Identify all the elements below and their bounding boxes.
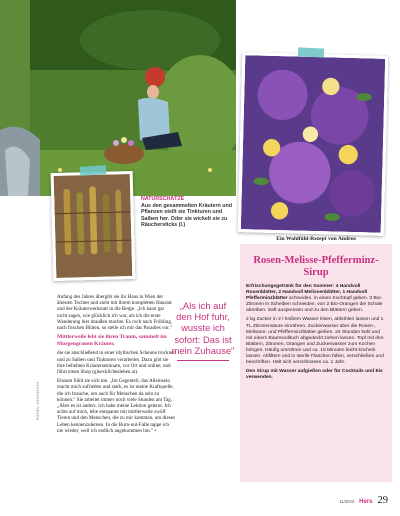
recipe-ingredients-label: Erfrischungsgetränk für den Sommer: xyxy=(246,284,336,289)
pull-quote-rule xyxy=(177,360,229,361)
page-number: 29 xyxy=(377,495,388,506)
photo-credit: FOTOS: XXXXXXXXX xyxy=(36,381,40,420)
caption-title: NATURSCHÄTZE xyxy=(141,196,185,202)
recipe-serving xyxy=(246,369,386,381)
issue-number: 11/2023 xyxy=(339,499,355,504)
photo-caption xyxy=(141,196,235,229)
page-footer xyxy=(339,495,388,506)
smudge-sticks-photo xyxy=(51,171,136,281)
magazine-logo: Hers xyxy=(359,499,373,505)
recipe-ingredients xyxy=(246,284,386,314)
article-paragraph: die sie anschließend in einer idyllischen Scheune trocknet und zu Salben und Tinkturen verarbeitet. Dazu gibt sie ihre beliebten Kräuterseminare, vor Ort und online, und führt einen Shop (gluecklichesleben.at). xyxy=(57,350,175,376)
recipe-serving-text: Den Sirup mit Wasser aufgießen oder für Cocktails und Eis verwenden. xyxy=(246,369,383,381)
pull-quote xyxy=(171,300,235,365)
recipe-kicker: Ein Wohlfühl-Rezept von Andrea xyxy=(276,236,356,242)
recipe-step: schneiden, in einen Kochtopf geben. 3 Bio-Zitronen in Scheiben schneiden, von 2 Bio-Orangen die Schale abreiben. Saft auspressen und zu den Blättern geben. xyxy=(246,296,383,314)
article-paragraph: Anfang des Jahres übergibt sie ihr Haus in Wien der ältesten Tochter und zieht mit ihrem kompletten Hausrat und der Kräuterwerkstatt in die Berge. „Ich kann gar nicht sagen, wie glücklich ich war, als ich die erste Wanderung hier draußen machte. Es roch nach Frühling, nach frischen Blüten, so stelle ich mir das Paradies vor." xyxy=(57,294,173,332)
article-body xyxy=(57,294,175,437)
syrup-photo xyxy=(238,52,389,236)
recipe-title: Rosen-Melisse-Pfefferminz-Sirup xyxy=(253,255,379,278)
caption-text: Aus den gesammelten Kräutern und Pflanzen stellt sie Tinkturen und Salben her. Oder sie wickelt sie zu Räuchersticks (l.) xyxy=(141,202,232,228)
pull-quote-text: „Als ich auf den Hof fuhr, wusste ich sofort: Das ist mein Zuhause" xyxy=(171,300,235,356)
article-paragraph: Einsam fühlt sie sich nie. „Im Gegenteil, das Alleinsein macht mich zufrieden und stark, es ist meine Kraftquelle, die ich brauche, um auch für Menschen da sein zu können." Sie arbeitet immer noch viele Stunden am Tag. „Aber es ist anders. Ich habe meine Lektion gelernt. Ich achte auf mich, lebe entspannt mit mittlerweile zwölf Tieren und den Menschen, die zu mir kommen, um dieses Leben kennenzulernen. In die Burn-out-Falle tappe ich nie wieder, weil ich endlich angekommen bin." • xyxy=(57,378,175,434)
recipe-ingredients-list: 4 Handvoll Rosenblätter, 2 Handvoll Melissenblätter, 1 Handvoll Pfefferminzblätter xyxy=(246,284,368,302)
hero-photo xyxy=(0,0,236,196)
photo-tape xyxy=(298,47,324,57)
recipe-step: 2 kg Zucker in 2 l heißem Wasser lösen, abkühlen lassen und 1 TL Zitronensäure einrühren. Zuckerwasser über die Rosen-, Melissen- und Pfefferminzblätter gießen. 24 Stunden kühl und mit einem Baumwolltuch abgedeckt ziehen lassen. Topf mit den Blättern, Zitronen, Orangen und Zuckerwasser zum Kochen bringen. Häufig umrühren und ca. 15 Minuten leicht köcheln lassen. Abfiltern und in sterile Flaschen füllen, verschließen und beschriften. Hält sich verschlossen ca. 1 Jahr. xyxy=(246,317,384,366)
photo-tape xyxy=(80,165,107,176)
article-lead-highlight: Mittlerweile lebt sie ihren Traum, sammelt im Morgengrauen Kräuter, xyxy=(57,334,167,347)
recipe-box xyxy=(240,244,392,482)
